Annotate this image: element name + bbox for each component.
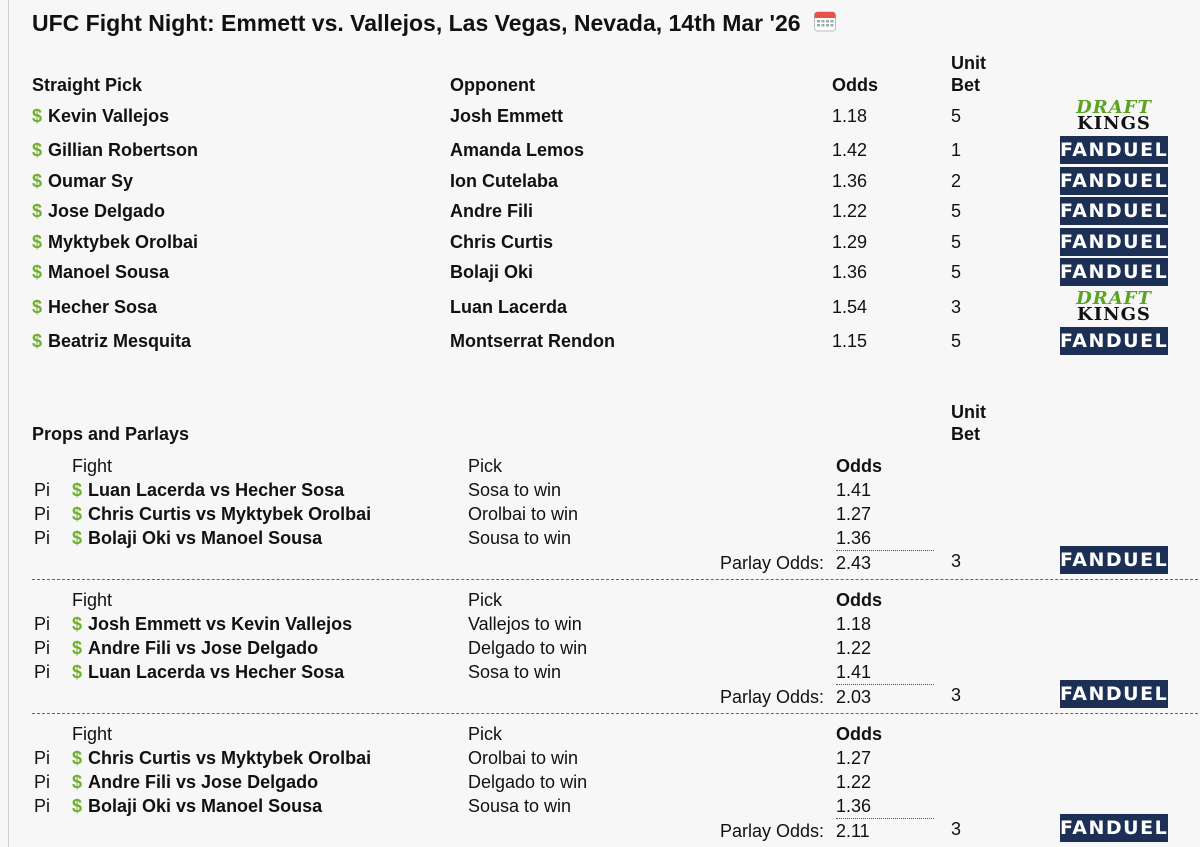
leg-pick-cell: Sousa to win (468, 796, 572, 816)
leg-odds-cell: 1.22 (836, 638, 872, 658)
straight-pick-name: Myktybek Orolbai (48, 232, 199, 252)
leg-odds-cell: 1.36 (836, 796, 872, 816)
unit-bet-cell: 5 (951, 331, 962, 351)
fight-header: Fight (72, 456, 113, 476)
row-prefix: Pi (34, 614, 51, 634)
leg-odds-cell: 1.18 (836, 614, 872, 634)
parlay-odds-value: 2.03 (836, 687, 872, 707)
fight-cell (72, 772, 318, 793)
straight-pick-name: Hecher Sosa (48, 297, 158, 317)
straight-pick-name: Jose Delgado (48, 201, 166, 221)
calendar-icon (813, 9, 837, 33)
fight-cell (72, 748, 371, 769)
fight-cell (72, 638, 318, 659)
parlay-unit-bet: 3 (951, 819, 962, 839)
parlay-separator (32, 713, 1198, 714)
fight-name: Luan Lacerda vs Hecher Sosa (88, 662, 345, 682)
parlay-unit-bet: 3 (951, 551, 962, 571)
dollar-icon: $ (32, 331, 43, 351)
parlay-odds-label: Parlay Odds: (720, 553, 825, 573)
straight-pick-cell (32, 171, 133, 192)
fanduel-logo: FANDUEL (1060, 546, 1168, 574)
unit-bet-cell: 5 (951, 262, 962, 282)
leg-odds-cell: 1.41 (836, 662, 872, 682)
fight-name: Andre Fili vs Jose Delgado (88, 772, 319, 792)
props-unit-line1: Unit (951, 402, 986, 422)
straight-pick-cell (32, 201, 165, 222)
dollar-icon: $ (72, 748, 83, 768)
opponent-cell: Amanda Lemos (450, 140, 585, 160)
odds-cell: 1.36 (832, 171, 868, 191)
page-left-border (8, 0, 9, 847)
fight-name: Luan Lacerda vs Hecher Sosa (88, 480, 345, 500)
unit-bet-cell: 3 (951, 297, 962, 317)
odds-underline (836, 818, 934, 819)
row-prefix: Pi (34, 504, 51, 524)
leg-odds-cell: 1.27 (836, 748, 872, 768)
opponent-cell: Ion Cutelaba (450, 171, 559, 191)
straight-pick-cell (32, 140, 198, 161)
opponent-cell: Andre Fili (450, 201, 534, 221)
parlay-odds-value: 2.43 (836, 553, 872, 573)
fight-cell (72, 504, 371, 525)
unit-header-line2: Bet (951, 75, 981, 95)
fight-cell (72, 614, 352, 635)
leg-pick-cell: Delgado to win (468, 772, 588, 792)
unit-bet-cell: 5 (951, 201, 962, 221)
fanduel-logo: FANDUEL (1060, 680, 1168, 708)
fight-cell (72, 662, 344, 683)
parlay-separator (32, 579, 1198, 580)
row-prefix: Pi (34, 748, 51, 768)
dollar-icon: $ (32, 201, 43, 221)
odds-underline (836, 550, 934, 551)
fight-name: Josh Emmett vs Kevin Vallejos (88, 614, 353, 634)
dollar-icon: $ (32, 297, 43, 317)
opponent-cell: Chris Curtis (450, 232, 554, 252)
dollar-icon: $ (72, 638, 83, 658)
fanduel-logo: FANDUEL (1060, 814, 1168, 842)
straight-pick-name: Gillian Robertson (48, 140, 199, 160)
dollar-icon: $ (72, 504, 83, 524)
dollar-icon: $ (72, 662, 83, 682)
dollar-icon: $ (32, 106, 43, 126)
fanduel-logo: FANDUEL (1060, 228, 1168, 256)
parlay-odds-value: 2.11 (836, 821, 870, 841)
dollar-icon: $ (72, 480, 83, 500)
fight-header: Fight (72, 590, 113, 610)
fight-header: Fight (72, 724, 113, 744)
unit-header-line1: Unit (951, 53, 986, 73)
fight-name: Chris Curtis vs Myktybek Orolbai (88, 504, 372, 524)
parlay-odds-label: Parlay Odds: (720, 821, 825, 841)
fight-name: Bolaji Oki vs Manoel Sousa (88, 528, 323, 548)
dollar-icon: $ (72, 614, 83, 634)
parlay-odds-label: Parlay Odds: (720, 687, 825, 707)
leg-pick-cell: Sousa to win (468, 528, 572, 548)
parlay-unit-bet: 3 (951, 685, 962, 705)
page-title-text: UFC Fight Night: Emmett vs. Vallejos, Las Vegas, Nevada, 14th Mar '26 (32, 10, 801, 36)
leg-pick-cell: Sosa to win (468, 480, 562, 500)
straight-pick-cell (32, 262, 169, 283)
props-odds-header: Odds (836, 724, 883, 744)
opponent-cell: Josh Emmett (450, 106, 564, 126)
leg-pick-cell: Orolbai to win (468, 748, 579, 768)
odds-cell: 1.36 (832, 262, 868, 282)
dollar-icon: $ (32, 232, 43, 252)
draftkings-logo (1060, 97, 1168, 134)
props-odds-header: Odds (836, 590, 883, 610)
straight-pick-name: Oumar Sy (48, 171, 134, 191)
straight-pick-cell (32, 331, 191, 352)
row-prefix: Pi (34, 772, 51, 792)
fight-name: Chris Curtis vs Myktybek Orolbai (88, 748, 372, 768)
odds-cell: 1.29 (832, 232, 868, 252)
leg-odds-cell: 1.36 (836, 528, 872, 548)
dollar-icon: $ (72, 772, 83, 792)
leg-pick-cell: Vallejos to win (468, 614, 582, 634)
straight-pick-cell (32, 106, 169, 127)
draftkings-logo-line1: DRAFT (1076, 288, 1152, 309)
pick-header: Pick (468, 456, 503, 476)
straight-pick-header: Straight Pick (32, 75, 143, 95)
leg-odds-cell: 1.41 (836, 480, 872, 500)
props-unit-line2: Bet (951, 424, 981, 444)
props-odds-header: Odds (836, 456, 883, 476)
row-prefix: Pi (34, 638, 51, 658)
fanduel-logo: FANDUEL (1060, 327, 1168, 355)
straight-pick-name: Kevin Vallejos (48, 106, 170, 126)
opponent-cell: Bolaji Oki (450, 262, 534, 282)
opponent-cell: Luan Lacerda (450, 297, 568, 317)
dollar-icon: $ (72, 796, 83, 816)
row-prefix: Pi (34, 796, 51, 816)
leg-odds-cell: 1.22 (836, 772, 872, 792)
props-title: Props and Parlays (32, 424, 190, 444)
odds-cell: 1.54 (832, 297, 868, 317)
fight-cell (72, 480, 344, 501)
straight-pick-name: Beatriz Mesquita (48, 331, 192, 351)
odds-header: Odds (832, 75, 879, 95)
unit-bet-cell: 2 (951, 171, 962, 191)
leg-odds-cell: 1.27 (836, 504, 872, 524)
leg-pick-cell: Sosa to win (468, 662, 562, 682)
straight-pick-cell (32, 232, 198, 253)
fight-name: Bolaji Oki vs Manoel Sousa (88, 796, 323, 816)
dollar-icon: $ (32, 140, 43, 160)
opponent-header: Opponent (450, 75, 535, 95)
dollar-icon: $ (32, 171, 43, 191)
pick-header: Pick (468, 724, 503, 744)
dollar-icon: $ (32, 262, 43, 282)
draftkings-logo-line2: KINGS (1077, 304, 1151, 325)
row-prefix: Pi (34, 528, 51, 548)
fanduel-logo: FANDUEL (1060, 197, 1168, 225)
draftkings-logo-line2: KINGS (1077, 113, 1151, 134)
odds-cell: 1.42 (832, 140, 868, 160)
fanduel-logo: FANDUEL (1060, 136, 1168, 164)
pick-header: Pick (468, 590, 503, 610)
dollar-icon: $ (72, 528, 83, 548)
unit-bet-cell: 5 (951, 232, 962, 252)
draftkings-logo-line1: DRAFT (1076, 97, 1152, 118)
unit-bet-cell: 5 (951, 106, 962, 126)
odds-cell: 1.15 (832, 331, 868, 351)
fight-cell (72, 796, 322, 817)
straight-pick-cell (32, 297, 157, 318)
odds-cell: 1.22 (832, 201, 868, 221)
page-title (32, 9, 837, 37)
leg-pick-cell: Delgado to win (468, 638, 588, 658)
row-prefix: Pi (34, 480, 51, 500)
fanduel-logo: FANDUEL (1060, 258, 1168, 286)
fight-name: Andre Fili vs Jose Delgado (88, 638, 319, 658)
straight-pick-name: Manoel Sousa (48, 262, 170, 282)
fanduel-logo: FANDUEL (1060, 167, 1168, 195)
odds-underline (836, 684, 934, 685)
fight-cell (72, 528, 322, 549)
opponent-cell: Montserrat Rendon (450, 331, 616, 351)
odds-cell: 1.18 (832, 106, 868, 126)
unit-bet-cell: 1 (951, 140, 962, 160)
leg-pick-cell: Orolbai to win (468, 504, 579, 524)
row-prefix: Pi (34, 662, 51, 682)
draftkings-logo (1060, 288, 1168, 325)
